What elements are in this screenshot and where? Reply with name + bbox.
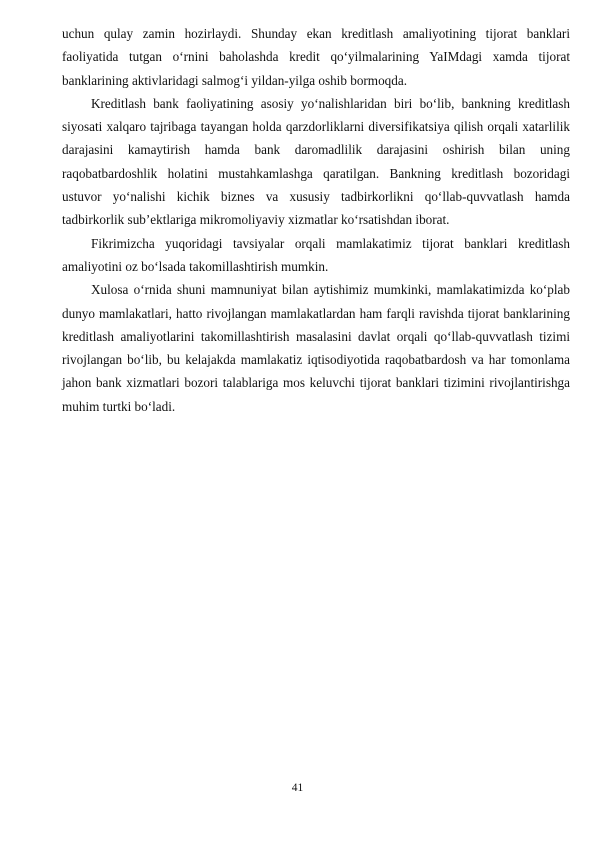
- paragraph-continuation: uchun qulay zamin hozirlaydi. Shunday ekan kreditlash amaliyotining tijorat banklari faoliyatida tutgan o‘rnini baholashda kredit qo‘yilmalarining YaIMdagi xamda tijorat banklarining aktivlaridagi salmog‘i yildan-yilga oshib bormoqda.: [62, 26, 570, 88]
- paragraph-recommendations: Fikrimizcha yuqoridagi tavsiyalar orqali mamlakatimiz tijorat banklari kreditlash amaliyotini oz bo‘lsada takomillashtirish mumkin.: [62, 235, 570, 274]
- body-text: [62, 22, 570, 418]
- page-number: 41: [291, 782, 304, 794]
- paragraph-conclusion: Xulosa o‘rnida shuni mamnuniyat bilan aytishimiz mumkinki, mamlakatimizda ko‘plab dunyo mamlakatlari, hatto rivojlangan mamlakatlardan ham farqli ravishda tijorat banklarining kreditlash amaliyotlarini takomillashtirish masalasini davlat orqali qo‘llab-quvvatlash tizimi rivojlangan bo‘lib, bu kelajakda mamlakatiz iqtisodiyotida raqobatbardosh va har tomonlama jahon bank xizmatlari bozori talablariga mos keluvchi tijorat banklari tizimini rivojlantirishga muhim turtki bo‘ladi.: [62, 282, 570, 414]
- paragraph-lending-activity: Kreditlash bank faoliyatining asosiy yo‘nalishlaridan biri bo‘lib, bankning kreditlash siyosati xalqaro tajribaga tayangan holda qarzdorliklarni diversifikatsiya qilish orqali xatarlilik darajasini kamaytirish hamda bank daromadlilik darajasini oshirish bilan uning raqobatbardoshlik holatini mustahkamlashga qaratilgan. Bankning kreditlash bozoridagi ustuvor yo‘nalishi kichik biznes va xususiy tadbirkorlikni qo‘llab-quvvatlash hamda tadbirkorlik sub’ektlariga mikromoliyaviy xizmatlar ko‘rsatishdan iborat.: [62, 95, 570, 228]
